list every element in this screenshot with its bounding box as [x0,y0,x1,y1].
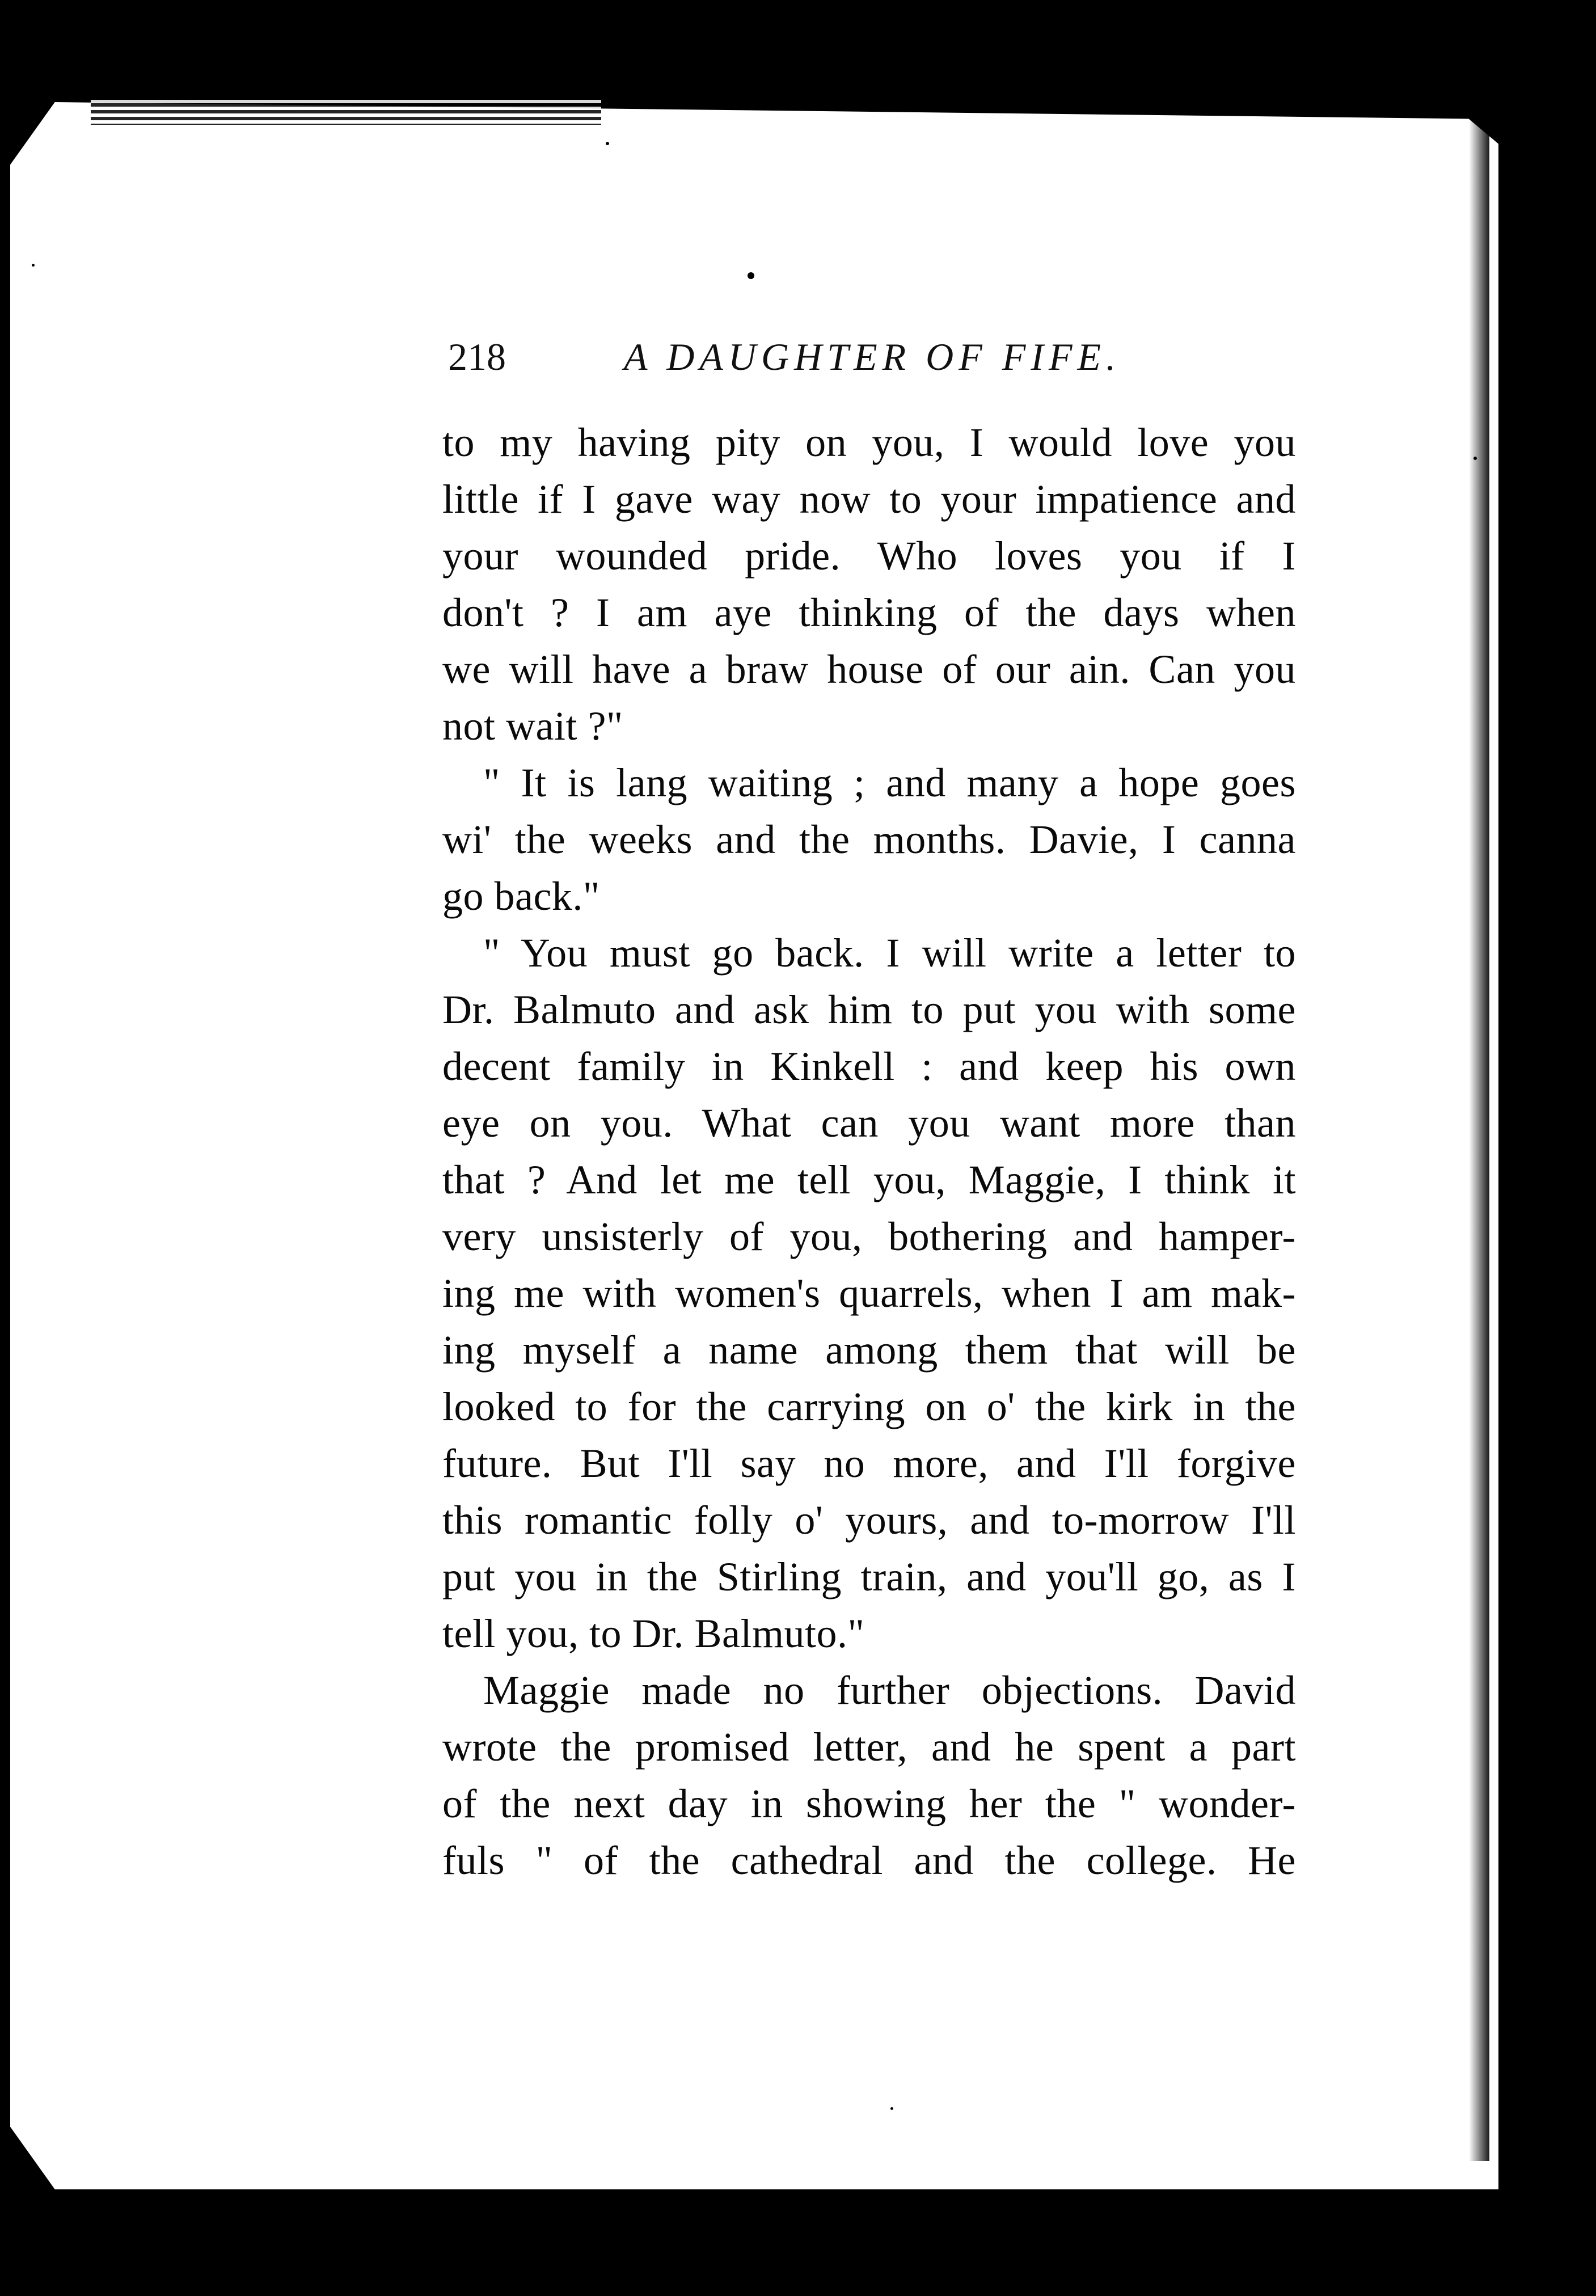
text-line: Dr. Balmuto and ask him to put you with some [442,987,1296,1032]
text-line: that ? And let me tell you, Maggie, I think it [442,1157,1296,1202]
text-line: of the next day in showing her the " wonder- [442,1781,1296,1826]
page-number: 218 [448,335,506,378]
text-line: wrote the promised letter, and he spent a part [442,1724,1296,1770]
page-header [448,335,1299,386]
scan-speck [748,272,754,279]
paragraph [442,925,1296,1662]
running-title: A DAUGHTER OF FIFE. [624,335,1121,378]
text-line: decent family in Kinkell : and keep his own [442,1044,1296,1089]
text-line: fuls " of the cathedral and the college. He [442,1838,1296,1883]
body-text [442,414,1296,1889]
text-line: little if I gave way now to your impatience and [442,476,1296,522]
scan-speck [890,2107,893,2110]
text-line: your wounded pride. Who loves you if I [442,533,1296,579]
text-line: future. But I'll say no more, and I'll forgive [442,1441,1296,1486]
text-line: go back." [442,873,600,919]
text-line: Maggie made no further objections. David [483,1668,1296,1713]
text-line: looked to for the carrying on o' the kirk in the [442,1384,1296,1429]
paragraph [442,754,1296,925]
text-line: we will have a braw house of our ain. Can you [442,647,1296,692]
scan-speck [1473,457,1477,460]
scan-speck [32,264,35,267]
page-edge-shadow [1469,119,1489,2161]
text-line: ing me with women's quarrels, when I am mak- [442,1271,1296,1316]
text-line: put you in the Stirling train, and you'll go, as I [442,1554,1296,1599]
paragraph [442,1662,1296,1889]
scan-speck [606,142,609,145]
text-line: this romantic folly o' yours, and to-morrow I'll [442,1497,1296,1543]
text-line: ing myself a name among them that will be [442,1327,1296,1373]
page-top-edge-artifact [91,96,601,125]
text-line: not wait ?" [442,703,623,749]
text-line: very unsisterly of you, bothering and hamper- [442,1214,1296,1259]
text-line: to my having pity on you, I would love you [442,420,1296,465]
text-line: " It is lang waiting ; and many a hope goes [483,760,1296,805]
paragraph [442,414,1296,754]
text-line: " You must go back. I will write a letter to [483,930,1296,976]
text-line: eye on you. What can you want more than [442,1100,1296,1146]
text-line: wi' the weeks and the months. Davie, I canna [442,817,1296,862]
text-line: don't ? I am aye thinking of the days when [442,590,1296,635]
text-line: tell you, to Dr. Balmuto." [442,1611,865,1656]
